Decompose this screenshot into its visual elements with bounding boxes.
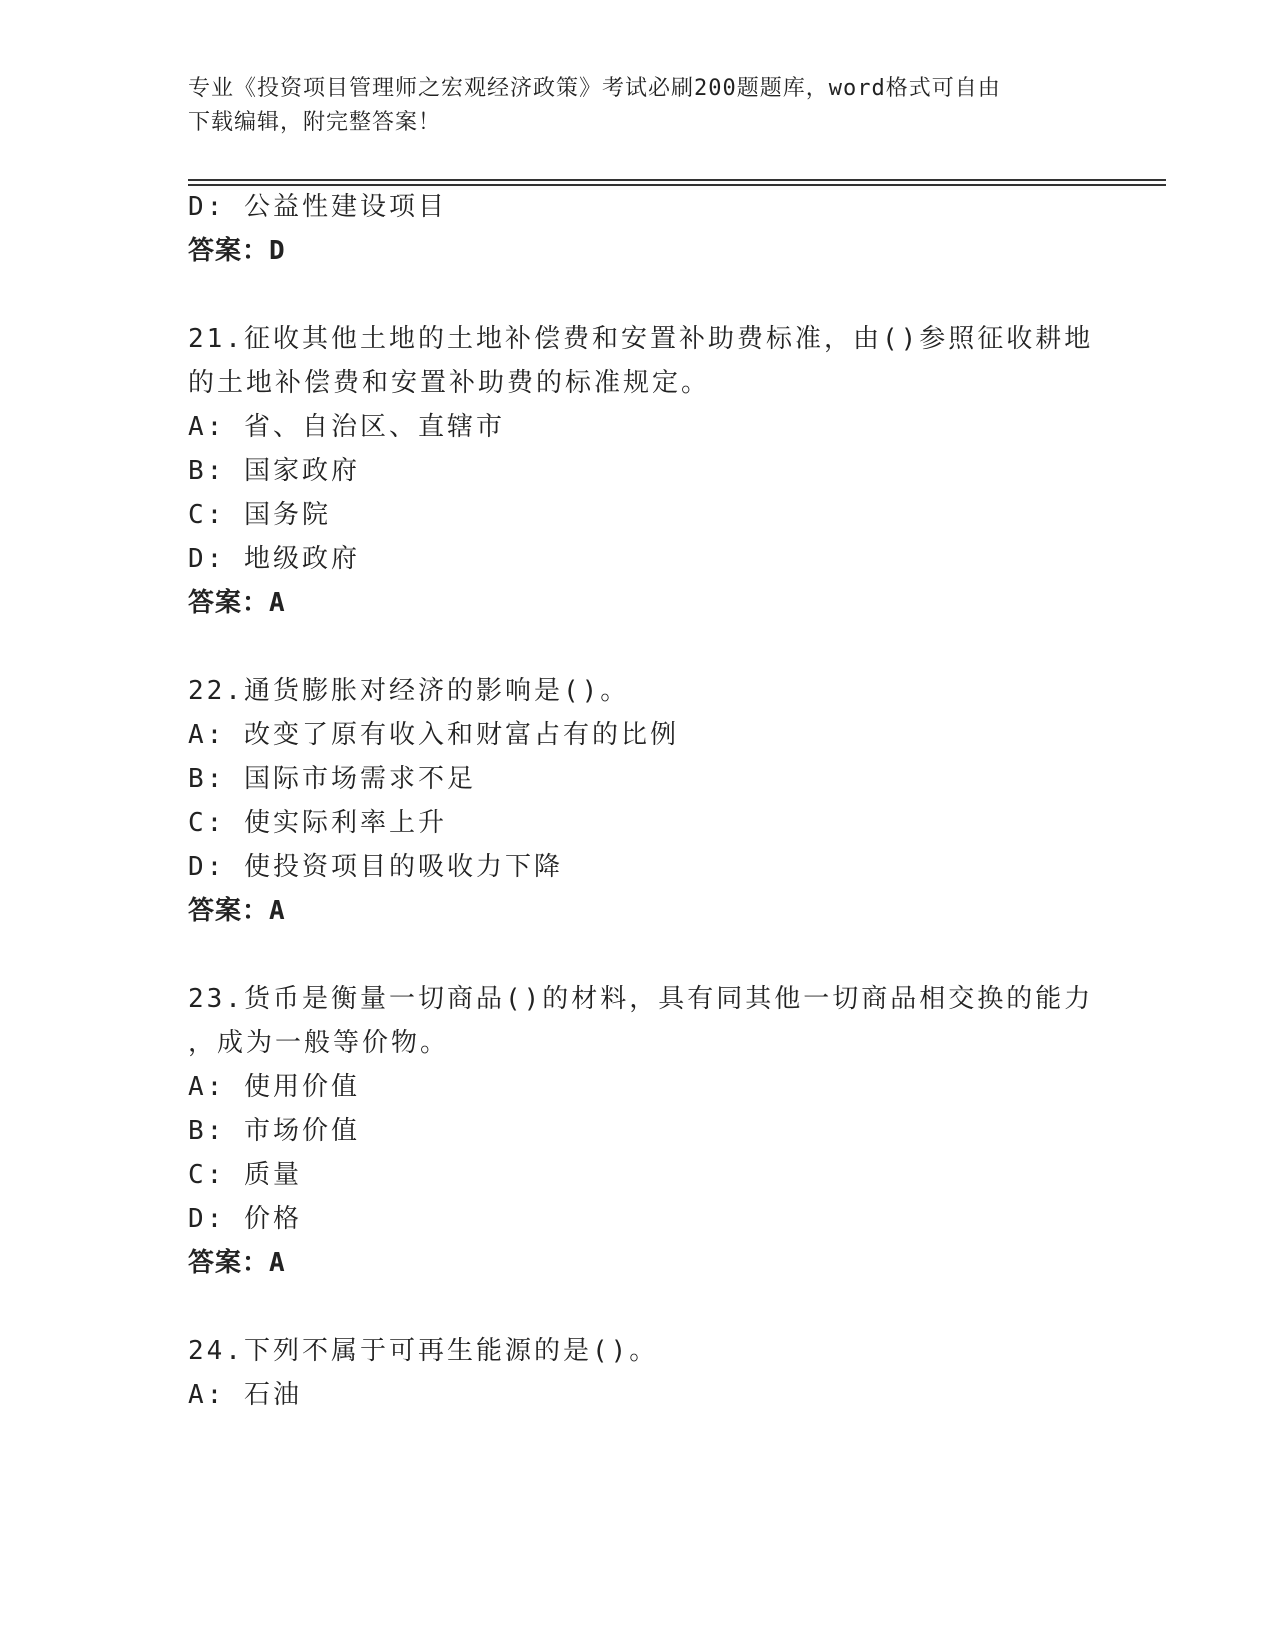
q22-option-c: C: 使实际利率上升 [188,808,447,838]
q23-option-a: A: 使用价值 [188,1072,360,1102]
q21-answer: 答案：A [188,588,286,618]
q24-text-line-1: 24.下列不属于可再生能源的是()。 [188,1336,659,1366]
document-header [188,72,1088,140]
q24-option-a: A: 石油 [188,1380,302,1410]
q22-option-b: B: 国际市场需求不足 [188,764,476,794]
q23-text-line-2: ，成为一般等价物。 [188,1028,450,1058]
q21-option-d: D: 地级政府 [188,544,360,574]
q21-text-line-2: 的土地补偿费和安置补助费的标准规定。 [188,368,711,398]
q22-option-a: A: 改变了原有收入和财富占有的比例 [188,720,679,750]
q21-text-line-1: 21.征收其他土地的土地补偿费和安置补助费标准，由()参照征收耕地 [188,324,1094,354]
q23-text-line-1: 23.货币是衡量一切商品()的材料，具有同其他一切商品相交换的能力 [188,984,1094,1014]
header-line-1: 专业《投资项目管理师之宏观经济政策》考试必刷200题题库，word格式可自由 [188,76,1001,101]
q22-option-d: D: 使投资项目的吸收力下降 [188,852,563,882]
q23-option-d: D: 价格 [188,1204,302,1234]
prev-answer: 答案：D [188,236,286,266]
q21-option-b: B: 国家政府 [188,456,360,486]
q22-answer: 答案：A [188,896,286,926]
q21-option-a: A: 省、自治区、直辖市 [188,412,505,442]
q23-option-b: B: 市场价值 [188,1116,360,1146]
q22-text-line-1: 22.通货膨胀对经济的影响是()。 [188,676,630,706]
header-rule-top [188,179,1166,181]
header-line-2: 下载编辑，附完整答案！ [188,110,442,135]
q23-answer: 答案：A [188,1248,286,1278]
prev-option-d: D: 公益性建设项目 [188,192,447,222]
q23-option-c: C: 质量 [188,1160,302,1190]
q21-option-c: C: 国务院 [188,500,331,530]
